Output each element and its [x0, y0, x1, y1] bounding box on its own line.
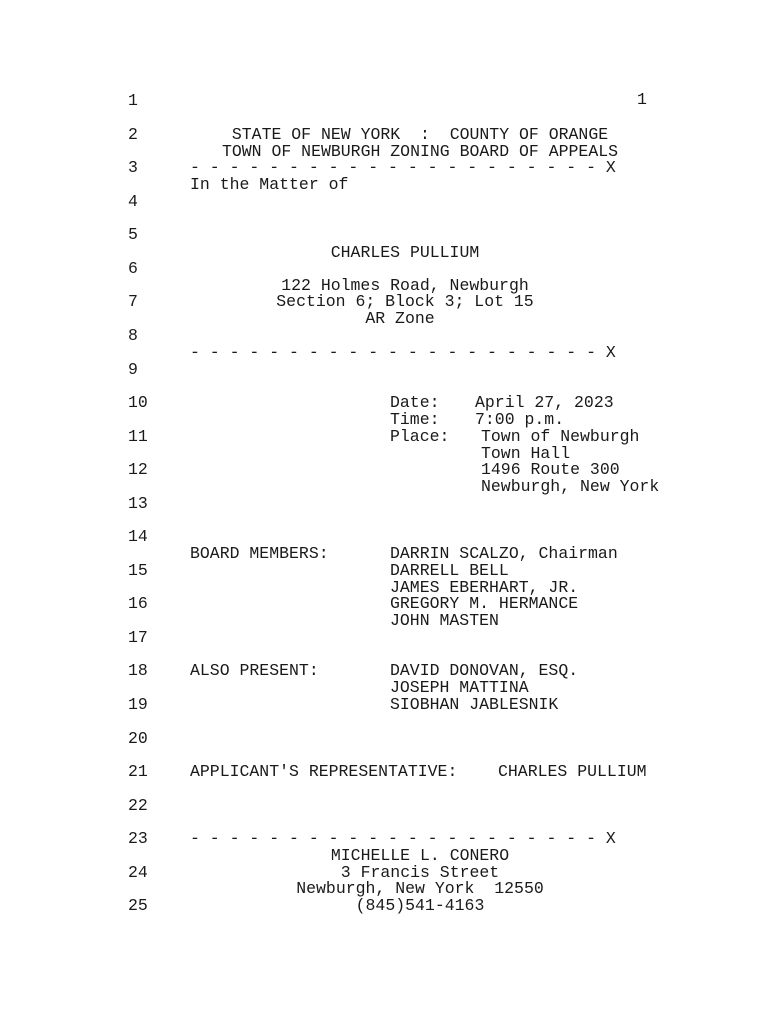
reporter-street: 3 Francis Street	[340, 863, 500, 882]
court-heading: STATE OF NEW YORK : COUNTY OF ORANGE	[231, 125, 609, 144]
date-label: Date:	[390, 393, 440, 412]
place-line: Town Hall	[481, 444, 571, 463]
date-value: April 27, 2023	[475, 393, 614, 412]
line-number: 19	[128, 695, 148, 714]
in-the-matter-of: In the Matter of	[190, 175, 349, 194]
line-number: 3	[128, 158, 138, 177]
line-number: 1	[128, 91, 138, 110]
representative-name: CHARLES PULLIUM	[498, 762, 647, 781]
property-address: 122 Holmes Road, Newburgh	[281, 276, 529, 295]
line-number: 14	[128, 527, 148, 546]
representative-label: APPLICANT'S REPRESENTATIVE:	[190, 762, 458, 781]
time-label: Time:	[390, 410, 440, 429]
line-number: 7	[128, 292, 138, 311]
line-number: 25	[128, 896, 148, 915]
zone: AR Zone	[365, 309, 435, 328]
time-value: 7:00 p.m.	[475, 410, 565, 429]
place-line: Town of Newburgh	[481, 427, 640, 446]
board-heading: TOWN OF NEWBURGH ZONING BOARD OF APPEALS	[221, 142, 619, 161]
line-number: 12	[128, 460, 148, 479]
line-number: 20	[128, 729, 148, 748]
board-member: DARRIN SCALZO, Chairman	[390, 544, 618, 563]
line-number: 8	[128, 326, 138, 345]
line-number: 9	[128, 360, 138, 379]
caption-separator: - - - - - - - - - - - - - - - - - - - - - X	[190, 343, 616, 362]
line-number: 5	[128, 225, 138, 244]
page-number: 1	[637, 90, 647, 109]
place-line: Newburgh, New York	[481, 477, 660, 496]
caption-separator: - - - - - - - - - - - - - - - - - - - - - X	[190, 829, 616, 848]
place-line: 1496 Route 300	[481, 460, 620, 479]
line-number: 13	[128, 494, 148, 513]
also-present-name: DAVID DONOVAN, ESQ.	[390, 661, 579, 680]
board-members-label: BOARD MEMBERS:	[190, 544, 329, 563]
line-number: 21	[128, 762, 148, 781]
line-number: 17	[128, 628, 148, 647]
board-member: JOHN MASTEN	[390, 611, 499, 630]
applicant-name: CHARLES PULLIUM	[330, 243, 480, 262]
line-number: 4	[128, 192, 138, 211]
section-block-lot: Section 6; Block 3; Lot 15	[276, 292, 534, 311]
line-number: 23	[128, 829, 148, 848]
board-member: DARRELL BELL	[390, 561, 509, 580]
board-member: GREGORY M. HERMANCE	[390, 594, 579, 613]
line-number: 6	[128, 259, 138, 278]
board-member: JAMES EBERHART, JR.	[390, 578, 579, 597]
place-label: Place:	[390, 427, 450, 446]
reporter-name: MICHELLE L. CONERO	[330, 846, 510, 865]
line-number: 18	[128, 661, 148, 680]
line-number: 22	[128, 796, 148, 815]
line-number: 10	[128, 393, 148, 412]
also-present-name: JOSEPH MATTINA	[390, 678, 529, 697]
line-number: 24	[128, 863, 148, 882]
reporter-city: Newburgh, New York 12550	[296, 879, 544, 898]
caption-separator: - - - - - - - - - - - - - - - - - - - - - X	[190, 158, 616, 177]
line-number: 15	[128, 561, 148, 580]
line-number: 11	[128, 427, 148, 446]
also-present-name: SIOBHAN JABLESNIK	[390, 695, 559, 714]
line-number: 2	[128, 125, 138, 144]
reporter-phone: (845)541-4163	[355, 896, 485, 915]
line-number: 16	[128, 594, 148, 613]
also-present-label: ALSO PRESENT:	[190, 661, 319, 680]
